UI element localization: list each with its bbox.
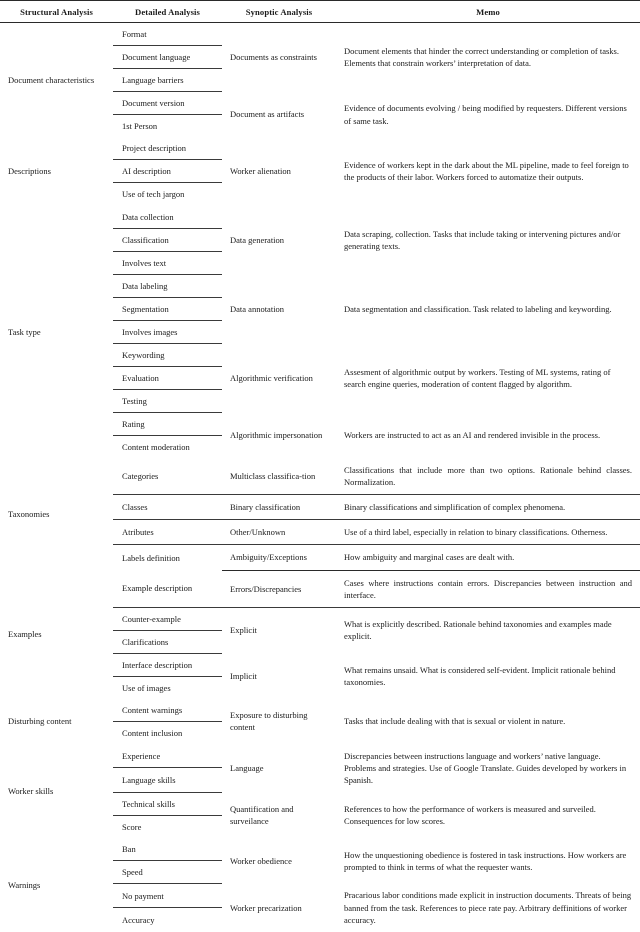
detailed-analysis-cell: No payment <box>113 883 222 907</box>
detailed-analysis-cell: Use of tech jargon <box>122 189 185 200</box>
detailed-analysis-cell: AI description <box>113 160 222 183</box>
detailed-analysis-cell: Accuracy <box>122 914 155 925</box>
detailed-analysis-cell: Counter-example <box>113 607 222 630</box>
detailed-analysis-cell: Segmentation <box>113 297 222 320</box>
structural-analysis-label: Document characteristics <box>8 75 95 85</box>
memo-cell: Tasks that include dealing with that is sexual or violent in nature. <box>344 716 566 727</box>
memo-cell: References to how the performance of workers is measured and surveiled. Consequences for low scores. <box>344 803 596 826</box>
synoptic-analysis-cell: Other/Unknown <box>222 520 336 545</box>
synoptic-analysis-cell: Worker precarization <box>230 902 302 913</box>
detailed-analysis-cell: Content moderation <box>122 442 190 453</box>
detailed-analysis-cell: Data collection <box>113 206 222 229</box>
detailed-analysis-cell: Categories <box>113 458 222 495</box>
synoptic-analysis-cell: Exposure to disturbing content <box>230 710 308 733</box>
structural-analysis-cell <box>0 699 113 744</box>
detailed-analysis-cell: Language barriers <box>113 69 222 92</box>
memo-cell: Use of a third label, especially in relation to binary classifications. Otherness. <box>336 520 640 545</box>
structural-analysis-label: Examples <box>8 629 42 640</box>
table-row <box>0 838 640 861</box>
memo-cell: Discrepancies between instructions language and workers’ native language. Problems and strategies. Use of Google Translate. Guides developed by workers in Spanish. <box>344 751 627 786</box>
detailed-analysis-cell: Ban <box>113 838 222 861</box>
synoptic-analysis-cell: Implicit <box>230 671 257 682</box>
detailed-analysis-cell: Project description <box>113 137 222 160</box>
table-row <box>0 744 640 768</box>
column-header-synoptic-analysis: Synoptic Analysis <box>245 7 313 17</box>
detailed-analysis-cell: Content warnings <box>113 699 222 722</box>
memo-cell: Document elements that hinder the correct understanding or completion of tasks. Elements that constrain workers’ interpretation of data. <box>344 46 619 69</box>
table-row <box>0 699 640 722</box>
column-header-structural-analysis: Structural Analysis <box>20 7 93 17</box>
synoptic-analysis-cell: Language <box>230 763 264 774</box>
synoptic-analysis-cell: Worker obedience <box>230 855 292 866</box>
memo-cell: Pracarious labor conditions made explicit in instruction documents. Threats of being banned from the task. References to piece rate pay. Arbitrary deffinitions of worker accuracy. <box>344 890 632 925</box>
detailed-analysis-cell: Involves images <box>113 320 222 343</box>
detailed-analysis-cell: Document language <box>113 46 222 69</box>
memo-cell: What is explicitly described. Rationale behind taxonomies and examples made explicit. <box>344 619 612 642</box>
memo-cell: Cases where instructions contain errors. Discrepancies between instruction and interface. <box>336 570 640 607</box>
structural-analysis-label: Disturbing content <box>8 716 72 727</box>
table-row <box>0 570 640 607</box>
detailed-analysis-cell: Testing <box>113 390 222 413</box>
table-row <box>0 23 640 46</box>
synoptic-analysis-cell: Documents as constraints <box>230 52 317 63</box>
detailed-analysis-cell: Classes <box>113 495 222 520</box>
memo-cell: Data segmentation and classification. Task related to labeling and keywording. <box>344 303 612 314</box>
detailed-analysis-cell: Document version <box>113 92 222 115</box>
structural-analysis-cell <box>0 838 113 932</box>
detailed-analysis-cell: Score <box>122 821 142 832</box>
detailed-analysis-cell: Keywording <box>113 343 222 366</box>
memo-cell: Assesment of algorithmic output by workers. Testing of ML systems, rating of search engine queries, moderation of content flagged by algorithm. <box>344 366 611 389</box>
detailed-analysis-cell: Involves text <box>113 251 222 274</box>
synoptic-analysis-cell: Algorithmic impersonation <box>230 430 323 441</box>
detailed-analysis-cell: Classification <box>113 228 222 251</box>
structural-analysis-cell <box>0 744 113 838</box>
detailed-analysis-cell: Evaluation <box>113 366 222 389</box>
synoptic-analysis-cell: Ambiguity/Exceptions <box>222 545 336 570</box>
table-row <box>0 137 640 160</box>
synoptic-analysis-cell: Worker alienation <box>230 166 291 177</box>
detailed-analysis-cell: Data labeling <box>113 274 222 297</box>
detailed-analysis-cell: Clarifications <box>113 630 222 653</box>
structural-analysis-cell <box>0 458 113 570</box>
structural-analysis-cell <box>0 570 113 699</box>
detailed-analysis-cell: Use of images <box>122 682 171 693</box>
memo-cell: Binary classifications and simplification of complex phenomena. <box>336 495 640 520</box>
memo-cell: Workers are instructed to act as an AI and rendered invisible in the process. <box>344 430 601 441</box>
detailed-analysis-cell: Rating <box>113 413 222 436</box>
detailed-analysis-cell: Format <box>113 23 222 46</box>
synoptic-analysis-cell: Data annotation <box>230 303 285 314</box>
detailed-analysis-cell: Interface description <box>113 653 222 676</box>
detailed-analysis-cell: Atributes <box>113 520 222 545</box>
table-row <box>0 206 640 229</box>
structural-analysis-label: Task type <box>8 326 41 337</box>
detailed-analysis-cell: Experience <box>113 744 222 768</box>
structural-analysis-label: Worker skills <box>8 785 54 796</box>
detailed-analysis-cell: Example description <box>113 570 222 607</box>
detailed-analysis-cell: 1st Person <box>122 121 158 132</box>
synoptic-analysis-cell: Document as artifacts <box>230 109 305 120</box>
column-header-memo: Memo <box>476 7 500 17</box>
memo-cell: Data scraping, collection. Tasks that include taking or intervening pictures and/or generating texts. <box>344 228 621 251</box>
detailed-analysis-cell: Content inclusion <box>122 727 183 738</box>
detailed-analysis-cell: Language skills <box>113 768 222 792</box>
table-body <box>0 23 640 932</box>
synoptic-analysis-cell: Explicit <box>230 625 257 636</box>
memo-cell: Classifications that include more than two options. Rationale behind classes. Normalization. <box>336 458 640 495</box>
structural-analysis-label: Warnings <box>8 879 41 890</box>
structural-analysis-cell <box>0 137 113 205</box>
table-row <box>0 458 640 495</box>
detailed-analysis-cell: Technical skills <box>113 792 222 815</box>
detailed-analysis-cell: Speed <box>113 860 222 883</box>
column-header-detailed-analysis: Detailed Analysis <box>135 7 200 17</box>
table-header <box>0 1 640 23</box>
structural-analysis-label: Descriptions <box>8 166 51 177</box>
memo-cell: What remains unsaid. What is considered self-evident. Implicit rationale behind taxonomies. <box>344 665 616 688</box>
structural-analysis-cell <box>0 206 113 459</box>
structural-analysis-label: Taxonomies <box>8 508 50 519</box>
memo-cell: Evidence of documents evolving / being modified by requesters. Different versions of same task. <box>344 103 627 126</box>
synoptic-analysis-cell: Algorithmic verification <box>230 372 313 383</box>
synoptic-analysis-cell: Binary classification <box>222 495 336 520</box>
structural-analysis-cell <box>0 23 113 138</box>
detailed-analysis-cell: Labels definition <box>122 552 180 563</box>
memo-cell: Evidence of workers kept in the dark about the ML pipeline, made to feel foreign to the products of their labor. Workers forced to automatize their outputs. <box>344 160 629 183</box>
synoptic-analysis-cell: Errors/Discrepancies <box>222 570 336 607</box>
memo-cell: How ambiguity and marginal cases are dealt with. <box>336 545 640 570</box>
synoptic-analysis-cell: Quantification and surveilance <box>230 803 294 826</box>
synoptic-analysis-cell: Data generation <box>230 234 285 245</box>
memo-cell: How the unquestioning obedience is fostered in task instructions. How workers are prompted to think in terms of what the requester wants. <box>344 849 627 872</box>
synoptic-analysis-cell: Multiclass classifica-tion <box>222 458 336 495</box>
